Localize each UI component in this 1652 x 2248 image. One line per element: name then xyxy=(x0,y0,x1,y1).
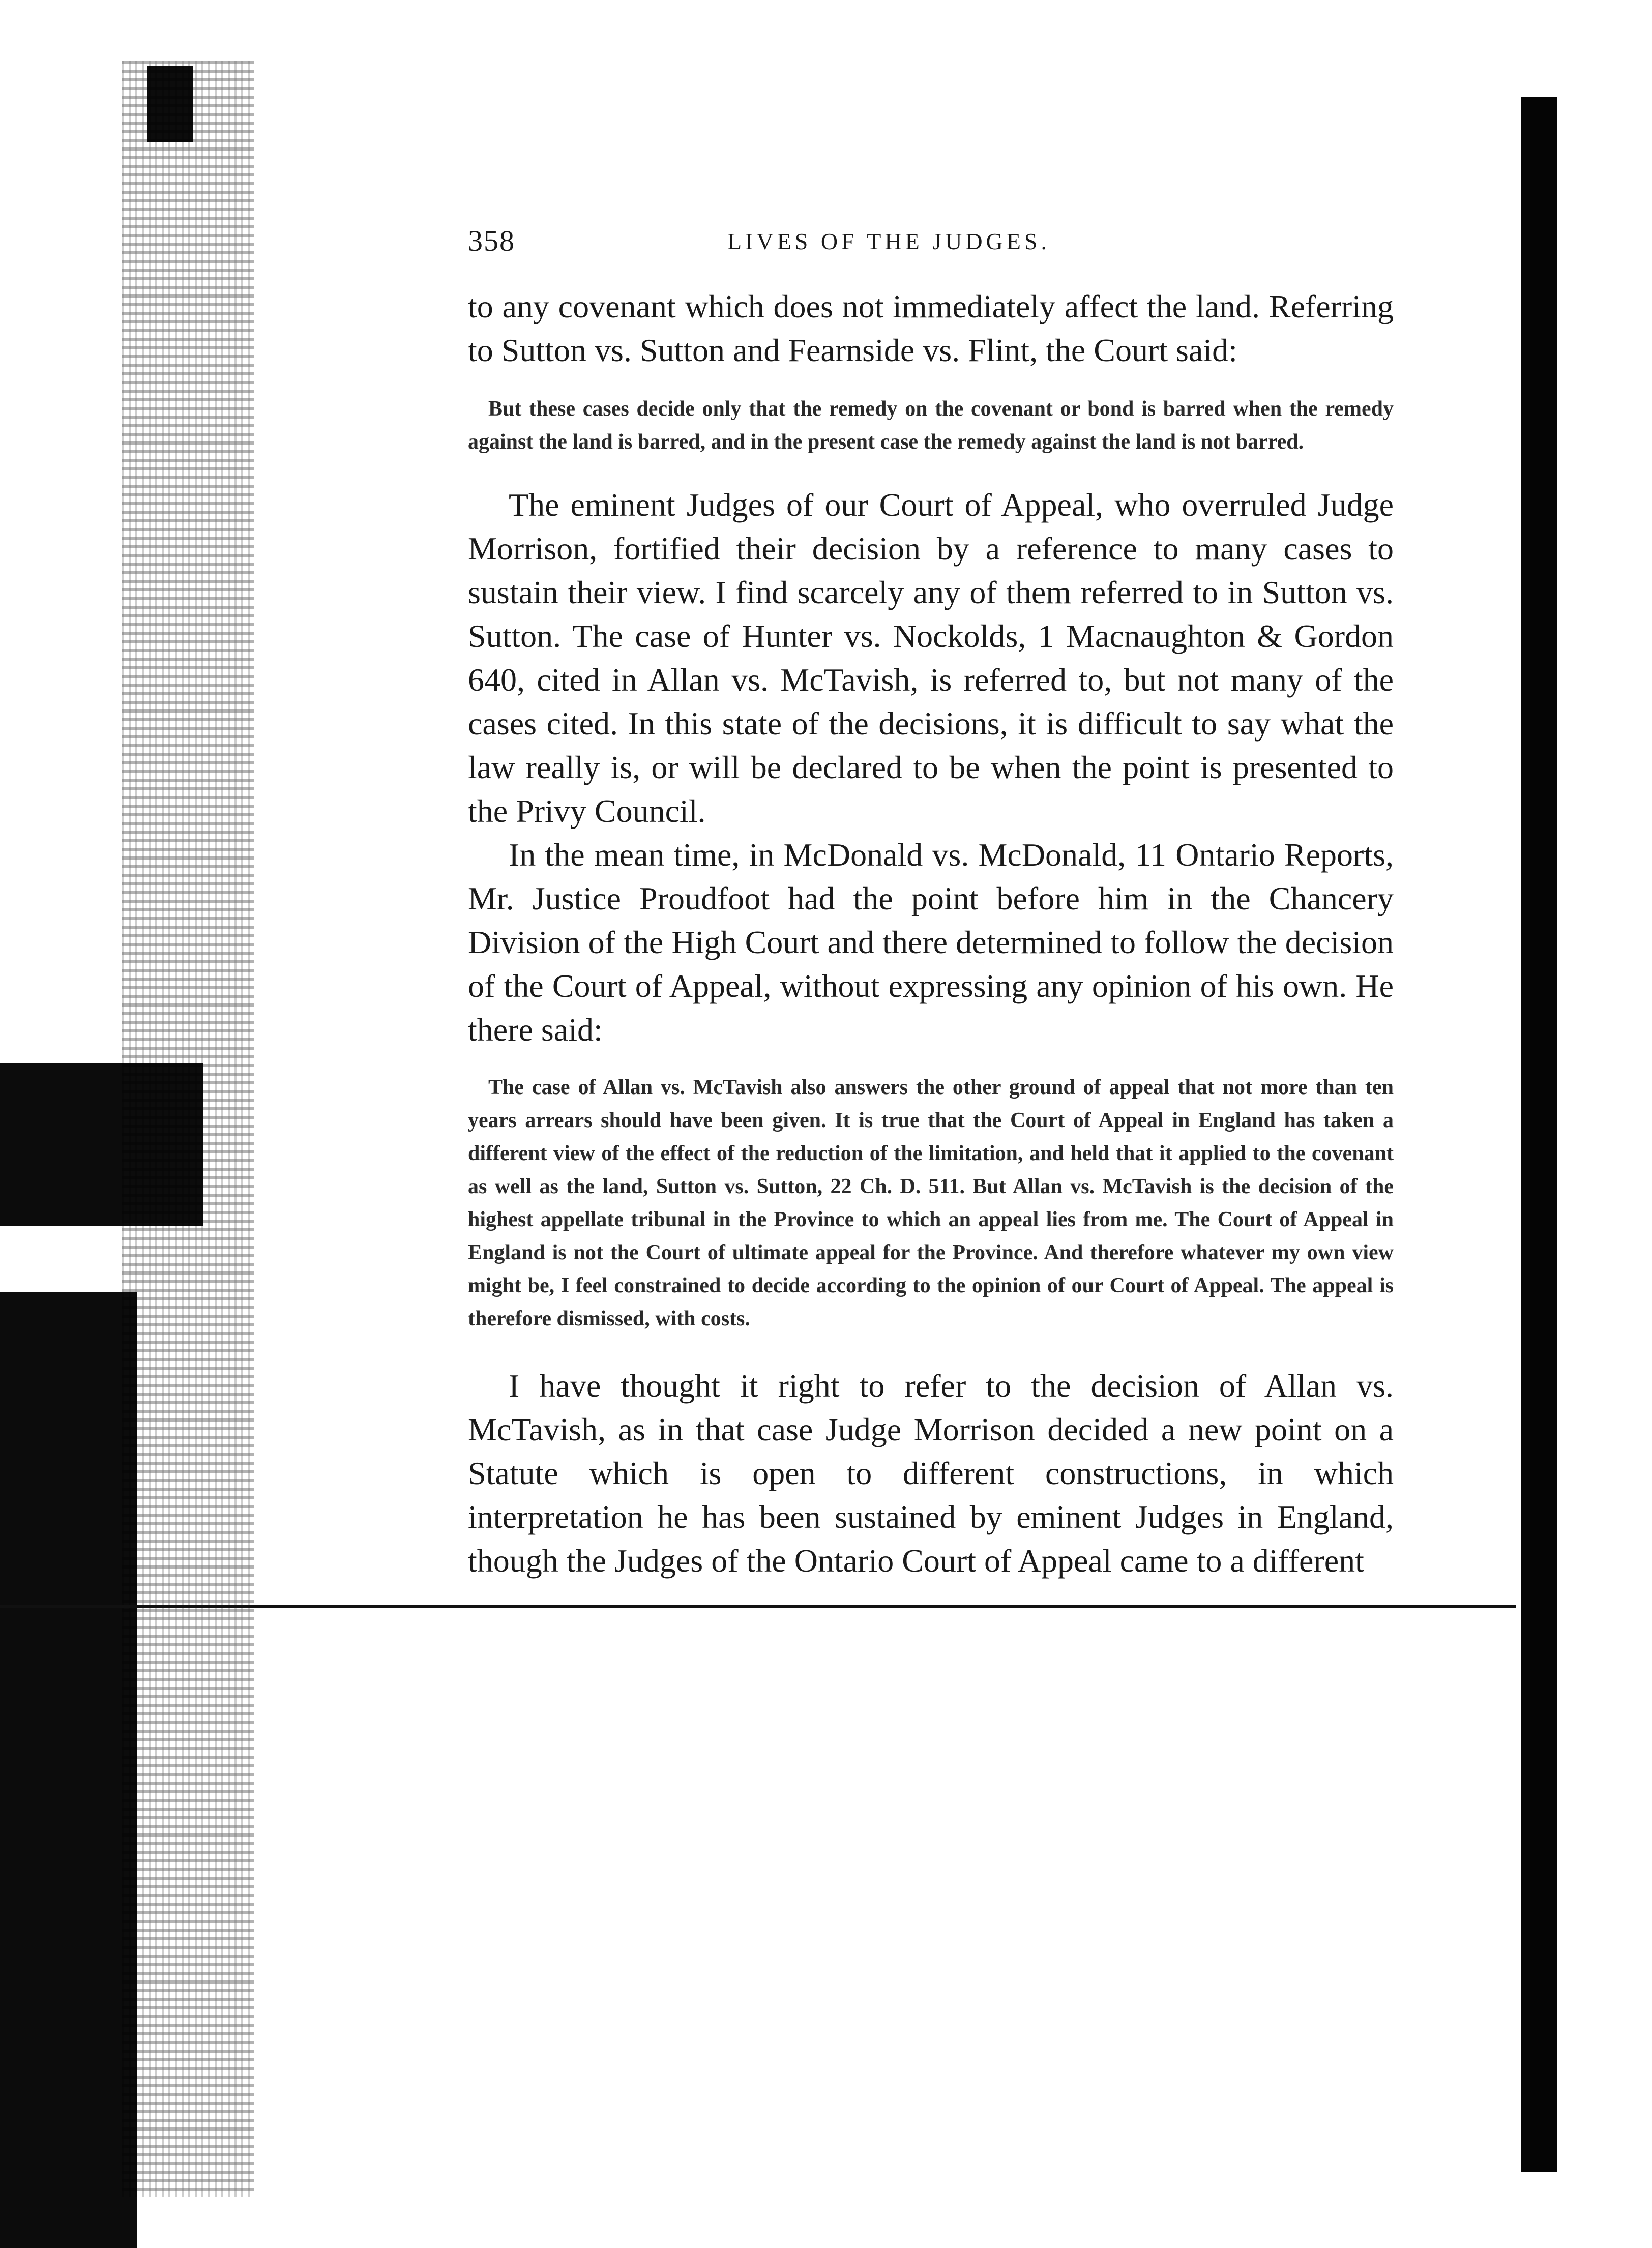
block-quote-proudfoot: The case of Allan vs. McTavish also answers the other ground of appeal that not more than ten years arrears should have been given. It is true that the Court of Appeal in England has taken a different view of the effect of the reduction of the limitation, and held that it applied to the covenant as well as the land, Sutton vs. Sutton, 22 Ch. D. 511. But Allan vs. McTavish is the decision of the highest appellate tribunal in the Province to which an appeal lies from me. The Court of Appeal in England is not the Court of ultimate appeal for the Province. And therefore whatever my own view might be, I feel constrained to decide according to the opinion of our Court of Appeal. The appeal is therefore dismissed, with costs. xyxy=(468,1076,1394,1330)
scan-edge-right xyxy=(1521,97,1557,2172)
page-number: 358 xyxy=(468,224,515,257)
block-quote-court: But these cases decide only that the remedy on the covenant or bond is barred when the remedy against the land is barred, and in the present case the remedy against the land is not barred. xyxy=(468,397,1394,454)
paragraph-eminent-judges: The eminent Judges of our Court of Appeal, who overruled Judge Morrison, fortified their decision by a reference to many cases to sustain their view. I find scarcely any of them referred to in Sutton vs. Sutton. The case of Hunter vs. Nockolds, 1 Macnaughton & Gordon 640, cited in Allan vs. McTavish, is referred to, but not many of the cases cited. In this state of the decisions, it is difficult to say what the law really is, or will be declared to be when the point is presented to the Privy Council. xyxy=(468,487,1394,829)
scan-band-lower xyxy=(0,1292,137,2248)
paragraph-mcdonald: In the mean time, in McDonald vs. McDonald, 11 Ontario Reports, Mr. Justice Proudfoot had the point before him in the Chancery Division of the High Court and there determined to follow the decision of the Court of Appeal, without expressing any opinion of his own. He there said: xyxy=(468,837,1394,1048)
running-head: LIVES OF THE JUDGES. xyxy=(727,228,1050,254)
body-text xyxy=(468,285,1394,1583)
scan-noise xyxy=(122,61,254,2197)
scan-artifact-line xyxy=(0,1605,1516,1608)
page-header xyxy=(468,224,1383,264)
paragraph-allan-mctavish: I have thought it right to refer to the decision of Allan vs. McTavish, as in that case Judge Morrison decided a new point on a Statute which is open to different constructions, in which interpretation he has been sustained by eminent Judges in England, though the Judges of the Ontario Court of Appeal came to a different xyxy=(468,1368,1394,1579)
paragraph-continuation: to any covenant which does not immediately affect the land. Referring to Sutton vs. Sutton and Fearnside vs. Flint, the Court said: xyxy=(468,288,1394,368)
scan-edge-left xyxy=(0,0,275,2243)
